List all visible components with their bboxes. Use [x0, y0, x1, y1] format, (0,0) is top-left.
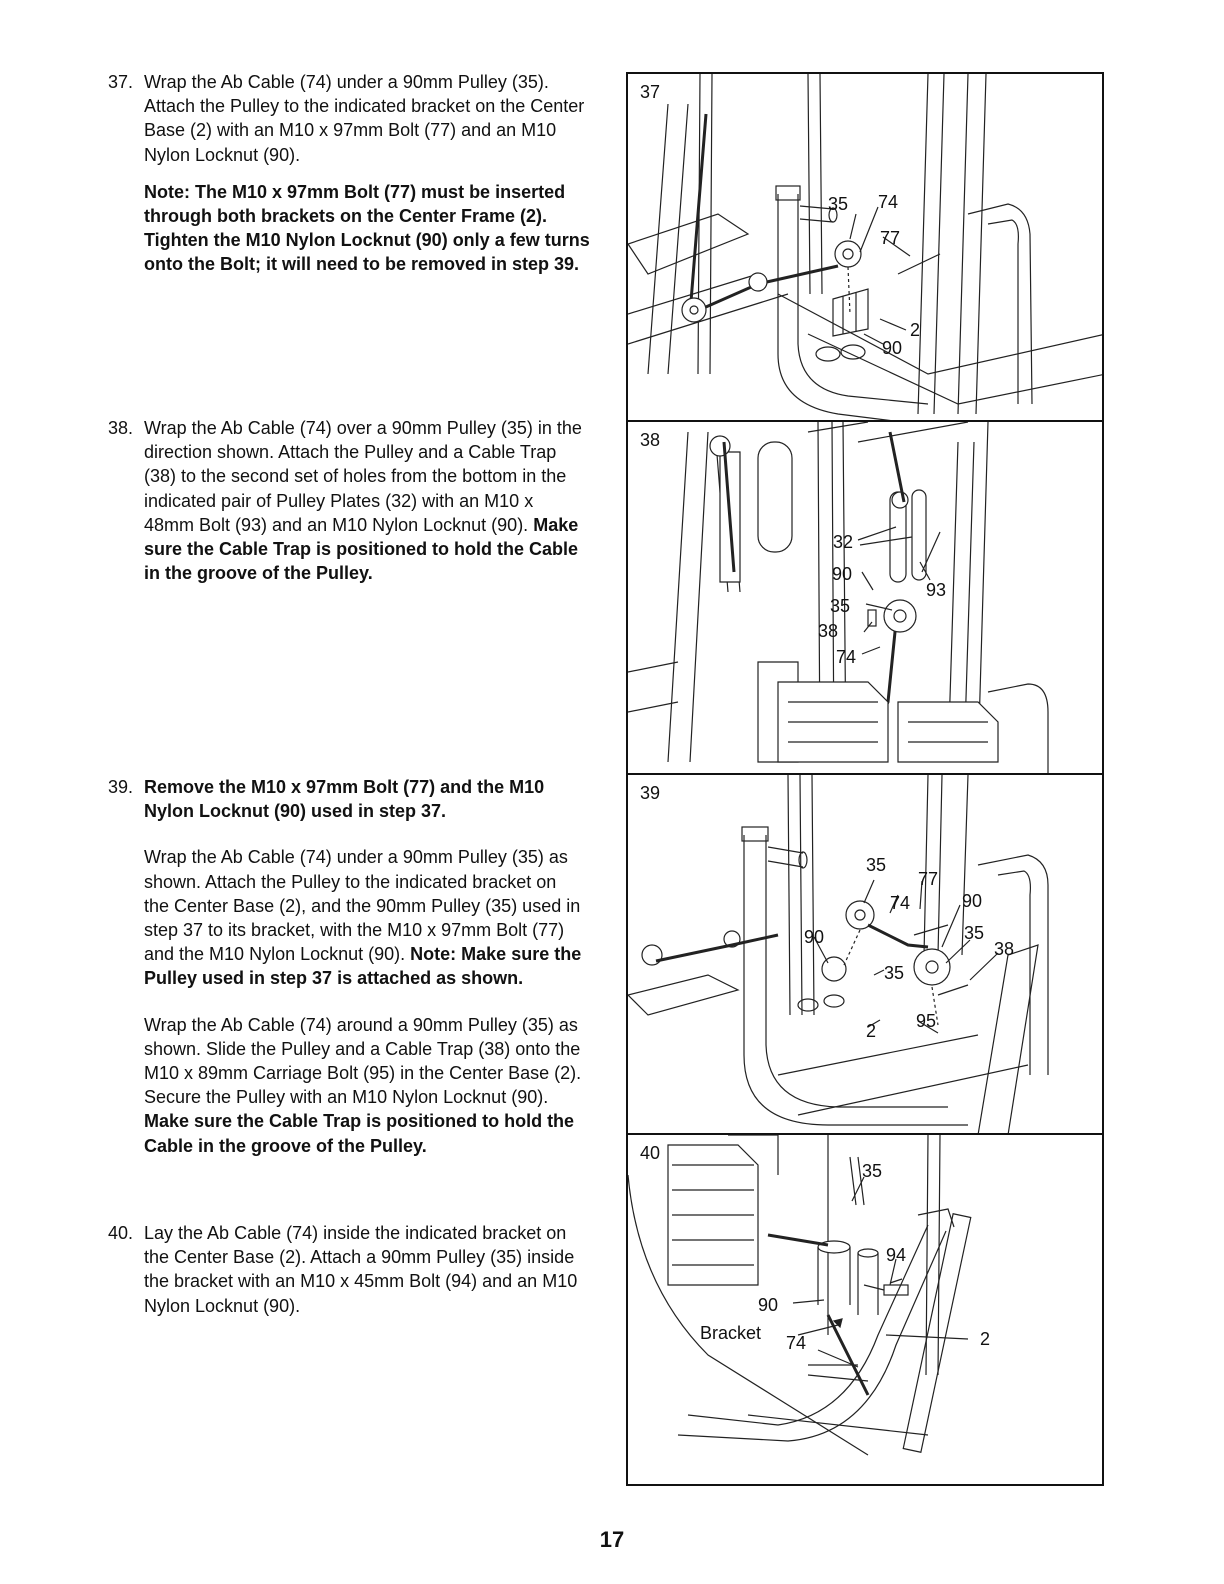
step-39-para2-body: Wrap the Ab Cable (74) around a 90mm Pulley (35) as shown. Slide the Pulley and a Cable Trap (38) onto the M10 x 89mm Carriage Bolt (95) in the Center Base (2). Secure the Pulley with an M10 Nylon Locknut (90).: [144, 1014, 582, 1108]
page-number: 17: [599, 1527, 625, 1552]
figure-39-illustration: [628, 775, 1104, 1135]
figure-38: [626, 420, 1104, 775]
callout-32: 32: [833, 532, 854, 552]
callout-38: 38: [994, 939, 1015, 959]
step-40-text: Lay the Ab Cable (74) inside the indicated bracket on the Center Base (2). Attach a 90mm Pulley (35) inside the bracket with an M10 x 45mm Bolt (94) and an M10 Nylon Locknut (90).: [144, 1223, 578, 1316]
callout-38: 38: [818, 621, 839, 641]
step-39-para1: [144, 845, 584, 990]
figure-37-illustration: [628, 74, 1104, 422]
callout-35-right: 35: [964, 923, 985, 943]
callout-77: 77: [918, 869, 939, 889]
callout-2: 2: [910, 320, 921, 340]
figure-number: 39: [640, 783, 661, 803]
figure-number: 38: [640, 430, 661, 450]
callout-74: 74: [878, 192, 899, 212]
callout-74: 74: [836, 647, 857, 667]
figure-number: 37: [640, 82, 661, 102]
step-38-text: [144, 416, 584, 585]
step-37: [108, 70, 594, 277]
callout-90-left: 90: [804, 927, 825, 947]
step-39-para2: [144, 1013, 584, 1158]
callout-2: 2: [866, 1021, 877, 1041]
step-39-para2-bold: Make sure the Cable Trap is positioned to hold the Cable in the groove of the Pulley.: [144, 1111, 575, 1156]
callout-90: 90: [832, 564, 853, 584]
callout-35: 35: [866, 855, 887, 875]
figure-40: [626, 1133, 1104, 1486]
callout-90-right: 90: [962, 891, 983, 911]
figure-39: [626, 773, 1104, 1135]
callout-35: 35: [862, 1161, 883, 1181]
callout-90: 90: [758, 1295, 779, 1315]
callout-74: 74: [786, 1333, 807, 1353]
step-38: [108, 416, 584, 585]
step-38-body: Wrap the Ab Cable (74) over a 90mm Pulley (35) in the direction shown. Attach the Pulley and a Cable Trap (38) to the second set of holes from the bottom in the indicated pair of Pulley Plates (32) with an M10 x 48mm Bolt (93) and an M10 Nylon Locknut (90).: [144, 418, 582, 535]
step-40: [108, 1221, 594, 1318]
callout-94: 94: [886, 1245, 907, 1265]
step-39-heading: Remove the M10 x 97mm Bolt (77) and the M10 Nylon Locknut (90) used in step 37.: [144, 777, 545, 822]
step-39-para1-body: Wrap the Ab Cable (74) under a 90mm Pulley (35) as shown. Attach the Pulley to the indicated bracket on the Center Base (2), and the 90mm Pulley (35) used in step 37 to its bracket, with the M10 x 97mm Bolt (77) and the M10 Nylon Locknut (90).: [144, 847, 581, 965]
figure-number: 40: [640, 1143, 661, 1163]
callout-bracket: Bracket: [700, 1323, 762, 1343]
callout-2: 2: [980, 1329, 991, 1349]
figure-38-illustration: [628, 422, 1104, 775]
step-number: 40.: [108, 1223, 134, 1243]
callout-95: 95: [916, 1011, 937, 1031]
figure-37: [626, 72, 1104, 422]
step-number: 39.: [108, 777, 134, 797]
callout-90: 90: [882, 338, 903, 358]
callout-77: 77: [880, 228, 901, 248]
callout-74: 74: [890, 893, 911, 913]
step-number: 37.: [108, 72, 134, 92]
callout-35: 35: [828, 194, 849, 214]
step-38-bold: Make sure the Cable Trap is positioned to hold the Cable in the groove of the Pulley.: [144, 514, 579, 584]
figure-40-illustration: [628, 1135, 1104, 1486]
step-39-para1-note: Note: Make sure the Pulley used in step 37 is attached as shown.: [144, 944, 582, 989]
step-39: [108, 775, 584, 1158]
callout-93: 93: [926, 580, 947, 600]
callout-35-lower: 35: [884, 963, 905, 983]
step-number: 38.: [108, 418, 134, 438]
step-37-note: Note: The M10 x 97mm Bolt (77) must be inserted through both brackets on the Center Frame (2). Tighten the M10 Nylon Locknut (90) only a few turns onto the Bolt; it will need to be removed in step 39.: [144, 181, 590, 275]
step-37-text: Wrap the Ab Cable (74) under a 90mm Pulley (35). Attach the Pulley to the indicated bracket on the Center Base (2) with an M10 x 97mm Bolt (77) and an M10 Nylon Locknut (90).: [144, 72, 585, 165]
callout-35: 35: [830, 596, 851, 616]
